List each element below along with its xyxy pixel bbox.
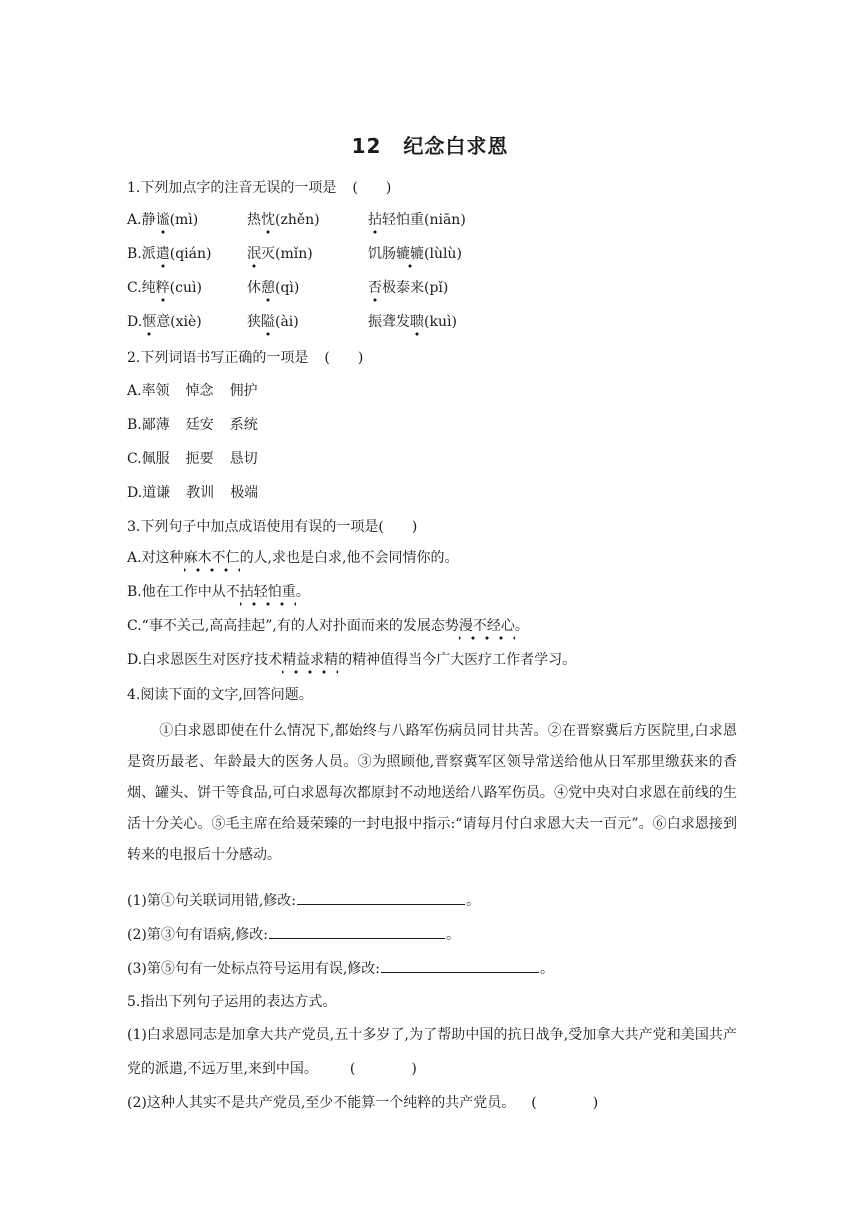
text-span: 极泰来(pǐ) — [382, 280, 449, 296]
text-span: ( ) — [378, 519, 418, 535]
question-3-option-c — [127, 616, 529, 636]
text-span: 狭 — [247, 314, 261, 330]
dotted-emphasis-text: 否 — [368, 280, 382, 302]
text-span: 的人,求也是白求,他不会同情你的。 — [239, 550, 459, 566]
text-span: (qián) — [169, 246, 212, 262]
question-4-sub-3 — [127, 958, 554, 979]
text-span: C.“事不关己,高高挂起”,有的人对扑面而来的发展态势 — [127, 618, 459, 634]
text-span: ( ) — [531, 1095, 599, 1111]
question-4-stem — [127, 685, 313, 705]
text-span: 率领 — [141, 383, 170, 399]
dotted-emphasis-text: 拈轻怕重 — [240, 584, 296, 606]
text-span: ( ) — [324, 350, 364, 366]
dotted-emphasis-text: 忱 — [261, 212, 275, 234]
lesson-number: 12 — [351, 134, 382, 158]
text-span: 纯 — [141, 280, 156, 296]
dotted-emphasis-text: 漫不经心 — [459, 618, 515, 640]
text-span: 。 — [514, 618, 529, 634]
text-span: (2)第③句有语病,修改: — [127, 927, 268, 943]
text-span: B.他在工作中从不 — [127, 584, 240, 600]
dotted-emphasis-text: 遣 — [156, 246, 170, 268]
text-span: 恳切 — [229, 451, 258, 467]
text-span: 扼要 — [185, 451, 214, 467]
text-span: (2)这种人其实不是共产党员,至少不能算一个纯粹的共产党员。 — [127, 1095, 516, 1111]
answer-paren: ( ) — [352, 180, 392, 196]
question-text: 1.下列加点字的注音无误的一项是 — [127, 180, 337, 196]
text-span: 灭(mǐn) — [261, 246, 313, 262]
text-span: A.对这种 — [127, 550, 184, 566]
text-span: C. — [127, 280, 142, 296]
dotted-emphasis-text: 拈 — [368, 212, 382, 234]
question-4-sub-2 — [127, 924, 460, 945]
text-span: 振聋发 — [368, 314, 410, 330]
question-4-sub-1 — [127, 890, 480, 911]
text-span: 3.下列句子中加点成语使用有误的一项是 — [127, 519, 379, 535]
text-span: 道谦 — [142, 485, 171, 501]
text-span: (cuì) — [169, 280, 202, 296]
text-span: 派 — [141, 246, 156, 262]
question-5-stem — [127, 992, 336, 1012]
question-2-option-a — [127, 381, 258, 401]
question-3-option-a — [127, 548, 458, 568]
question-2-option-b — [127, 415, 258, 435]
text-span: B. — [127, 417, 142, 433]
text-span: 极端 — [230, 485, 259, 501]
dotted-emphasis-text: 憩 — [261, 280, 275, 302]
dotted-emphasis-text: 隘 — [261, 314, 275, 336]
question-3-option-d — [127, 650, 576, 670]
dotted-emphasis-text: 粹 — [156, 280, 170, 302]
text-span: B. — [127, 246, 142, 262]
question-3-stem — [127, 517, 417, 537]
question-2-stem — [127, 348, 363, 368]
lesson-title: 纪念白求恩 — [403, 134, 509, 158]
answer-blank[interactable] — [269, 924, 445, 939]
text-span: 的精神值得当今广大医疗工作者学习。 — [338, 652, 577, 668]
text-span: D. — [127, 314, 143, 330]
text-span: 饥肠 — [368, 246, 396, 262]
text-span: 教训 — [186, 485, 215, 501]
text-span: 悼念 — [185, 383, 214, 399]
question-5-sub-2 — [127, 1093, 598, 1113]
text-span: 。 — [295, 584, 310, 600]
text-span: 轻怕重(niān) — [382, 212, 466, 228]
question-1-stem — [127, 178, 391, 198]
text-span: 鄙薄 — [141, 417, 170, 433]
dotted-emphasis-text: 惬 — [142, 314, 156, 336]
question-4-passage — [127, 716, 737, 871]
text-span: A. — [127, 383, 142, 399]
text-span: (lùlù) — [424, 246, 462, 262]
text-span: (qì) — [275, 280, 300, 296]
question-3-option-b — [127, 582, 310, 602]
dotted-emphasis-text: 泯 — [247, 246, 261, 268]
dotted-emphasis-text: 麻木不仁 — [184, 550, 240, 572]
text-span: C. — [127, 451, 142, 467]
text-span: ①白求恩即使在什么情况下,都始终与八路军伤病员同甘共苦。②在晋察冀后方医院里,白求恩是资历最老、年龄最大的医务人员。③为照顾他,晋察冀军区领导常送给他从日军那里缴获来的香烟、罐头、饼干等食品,可白求恩每次都原封不动地送给八路军伤员。④党中央对白求恩在前线的生活十分关心。⑤毛主席在给聂荣臻的一封电报中指示:“请每月付白求恩大夫一百元”。⑥白求恩接到转来的电报后十分感动。 — [127, 723, 737, 863]
dotted-emphasis-text: 精益求精 — [282, 652, 338, 674]
text-span: 休 — [247, 280, 261, 296]
text-span: 静 — [141, 212, 156, 228]
dotted-emphasis-text: 聩 — [410, 314, 424, 336]
text-span: (1)白求恩同志是加拿大共产党员,五十多岁了,为了帮助中国的抗日战争,受加拿大共产党和美国共产党的派遣,不远万里,来到中国。 — [127, 1027, 737, 1077]
text-span: (3)第⑤句有一处标点符号运用有误,修改: — [127, 961, 380, 977]
text-span: D.白求恩医生对医疗技术 — [127, 652, 283, 668]
text-span: (mì) — [169, 212, 199, 228]
text-span: 2.下列词语书写正确的一项是 — [127, 350, 309, 366]
dotted-emphasis-text: 谧 — [156, 212, 170, 234]
question-2-option-c — [127, 449, 258, 469]
text-span: 4.阅读下面的文字,回答问题。 — [127, 687, 313, 703]
text-span: 意(xiè) — [156, 314, 202, 330]
answer-blank[interactable] — [381, 958, 539, 973]
text-span: 佣护 — [229, 383, 258, 399]
text-span: 。 — [466, 893, 480, 909]
text-span: 5.指出下列句子运用的表达方式。 — [127, 994, 337, 1010]
question-2-option-d — [127, 483, 258, 503]
answer-blank[interactable] — [297, 890, 465, 905]
question-5-sub-1 — [127, 1018, 737, 1086]
text-span: 。 — [446, 927, 460, 943]
text-span: 系统 — [229, 417, 258, 433]
text-span: 热 — [247, 212, 261, 228]
page-title — [0, 130, 860, 159]
text-span: (zhěn) — [275, 212, 320, 228]
text-span: (kuì) — [424, 314, 457, 330]
text-span: A. — [127, 212, 142, 228]
text-span: 佩服 — [141, 451, 170, 467]
text-span: 。 — [540, 961, 554, 977]
dotted-emphasis-text: 辘辘 — [396, 246, 424, 268]
text-span: D. — [127, 485, 143, 501]
text-span: 廷安 — [185, 417, 214, 433]
text-span: (ài) — [275, 314, 299, 330]
text-span: (1)第①句关联词用错,修改: — [127, 893, 296, 909]
text-span: ( ) — [349, 1061, 417, 1077]
